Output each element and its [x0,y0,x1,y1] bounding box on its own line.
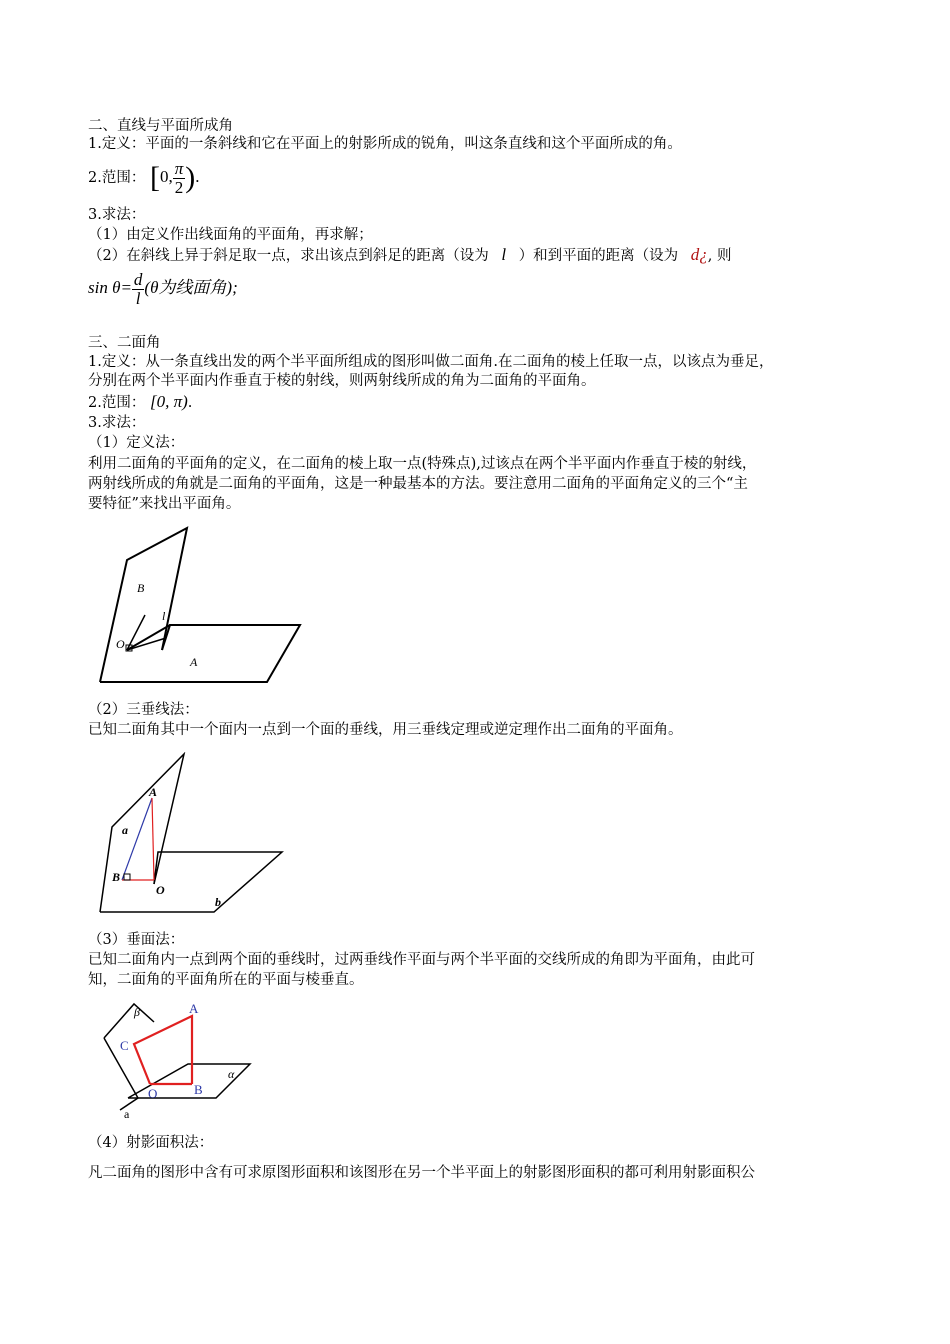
formula-lhs: sin θ= [88,278,132,297]
figure-definition-method [92,520,307,688]
fig3-label-a: a [124,1107,130,1120]
range-label: 2.范围： [88,170,146,186]
figure-three-perpendicular [92,752,292,917]
fig3-label-A: A [189,1001,199,1016]
method-1-title: （1）定义法： [88,435,185,451]
fig1-label-B: B [137,581,145,595]
fig1-label-A: A [190,655,198,669]
method-3-text-2: 知，二面角的平面角所在的平面与棱垂直。 [88,972,364,988]
definition-dihedral-line-2: 分别在两个半平面内作垂直于棱的射线，则两射线所成的角为二面角的平面角。 [88,373,596,389]
fig1-label-l: l [162,609,166,623]
method-4-text-1: 凡二面角的图形中含有可求原图形面积和该图形在另一个半平面上的射影图形面积的都可利用射影面积公 [88,1165,755,1181]
fig3-label-alpha: α [228,1067,235,1081]
fig1-label-O: O [116,637,125,651]
formula-fraction: $\frac{d}{l}$ [133,269,143,308]
method-1-text-2: 两射线所成的角就是二面角的平面角，这是一种最基本的方法。要注意用二面角的平面角定义的三个“主 [88,476,748,492]
fig2-label-B: B [112,870,121,884]
range-line-plane-angle: 2.范围： [0, $\frac{\pi}{2}$ ). [88,158,200,197]
method-label-plane-angle: 3.求法： [88,207,146,223]
method-1-plane-angle: （1）由定义作出线面角的平面角，再求解； [88,227,373,243]
section-heading-dihedral: 三、二面角 [88,335,161,351]
fig2-label-a: a [122,823,128,837]
fig2-label-b: b [215,895,221,909]
fig3-label-O: O [148,1086,158,1101]
method-3-title: （3）垂面法： [88,932,185,948]
fig2-label-A: A [149,785,158,799]
figure-perpendicular-plane [98,998,258,1120]
var-d: d [690,245,700,264]
fig2-label-O: O [156,883,165,897]
method-2-text-1: 已知二面角其中一个面内一点到一个面的垂线，用三垂线定理或逆定理作出二面角的平面角。 [88,722,683,738]
range-fraction: $\frac{\pi}{2}$ [174,158,184,197]
fig3-label-beta: β [134,1005,140,1019]
formula-tail: (θ为线面角); [144,278,238,297]
range-line-dihedral: 2.范围： [0, π). [88,392,193,411]
range-value: [0, π) [149,392,188,411]
method-1-text-1: 利用二面角的平面角的定义，在二面角的棱上取一点(特殊点),过该点在两个半平面内作垂直于棱的射线， [88,456,757,472]
method-2-plane-angle: （2）在斜线上异于斜足取一点，求出该点到斜足的距离（设为 l ）和到平面的距离（设为 d¿, 则 [88,245,732,264]
fig3-label-B: B [194,1082,203,1097]
method-3-text-1: 已知二面角内一点到两个面的垂线时，过两垂线作平面与两个半平面的交线所成的角即为平面角，由此可 [88,952,755,968]
method-2-title: （2）三垂线法： [88,702,199,718]
method-4-title: （4）射影面积法： [88,1135,214,1151]
definition-line-plane-angle: 1.定义：平面的一条斜线和它在平面上的射影所成的锐角，叫这条直线和这个平面所成的角。 [88,136,682,152]
fig3-label-C: C [120,1038,129,1053]
var-l: l [501,245,507,264]
formula-line-sin [88,268,238,308]
method-label-dihedral: 3.求法： [88,415,146,431]
section-heading-line-plane-angle: 二、直线与平面所成角 [88,118,233,134]
range-zero: 0 [159,167,169,186]
method-1-text-3: 要特征”来找出平面角。 [88,496,241,512]
definition-dihedral-line-1: 1.定义：从一条直线出发的两个半平面所组成的图形叫做二面角.在二面角的棱上任取一点，以该点为垂足， [88,354,774,370]
